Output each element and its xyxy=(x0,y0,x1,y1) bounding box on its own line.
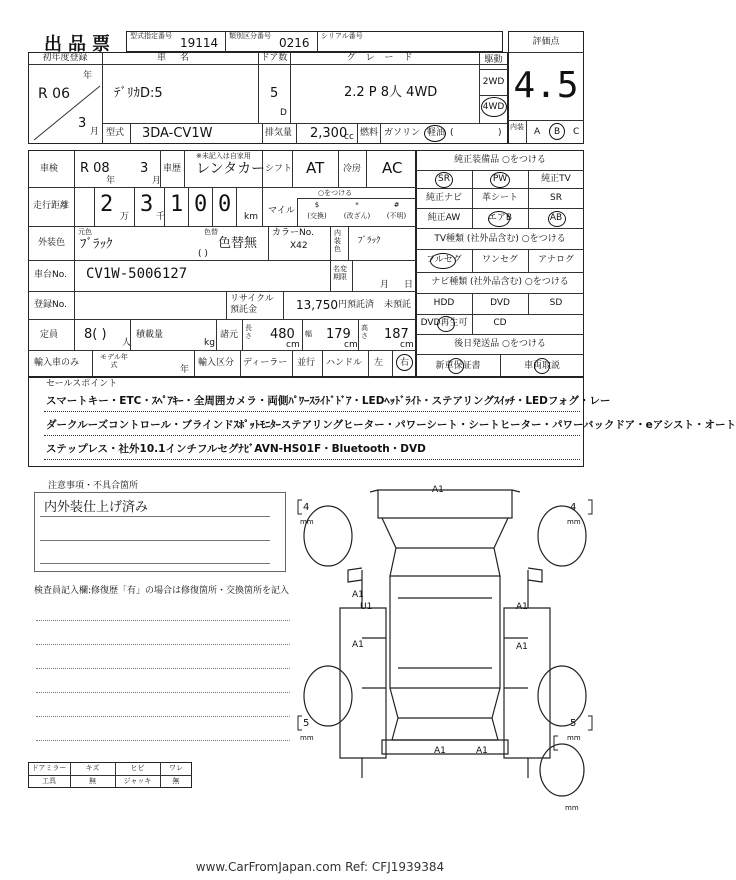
inspection-label: 車検 xyxy=(40,164,59,174)
history-value: レンタカー xyxy=(196,161,266,177)
car-name-label: 車名 xyxy=(156,53,203,63)
drive-2wd: 2WD xyxy=(482,77,505,87)
mileage-label: 走行距離 xyxy=(33,201,70,211)
bottom-value: 工具 xyxy=(42,777,56,785)
sheet-title: 出品票 xyxy=(44,34,116,55)
category-label: 類別区分番号 xyxy=(229,32,271,40)
chassis-value: CV1W-5006127 xyxy=(86,266,188,282)
first-reg-label: 初年度登録 xyxy=(42,53,88,63)
import-type-label: 輸入区分 xyxy=(198,358,235,368)
drive-4wd: 4WD xyxy=(482,102,505,112)
interior-b-circle xyxy=(549,123,565,140)
color-value: ﾌﾞﾗｯｸ xyxy=(80,237,113,252)
model-cert-label: 型式指定番号 xyxy=(130,32,172,40)
later-circle xyxy=(448,358,464,374)
handle-right-circle xyxy=(396,354,413,371)
equip-circle xyxy=(488,211,510,227)
name-change-label: 名変期限 xyxy=(333,265,347,281)
damage-mark: A1 xyxy=(352,590,364,600)
serial-label: シリアル番号 xyxy=(321,32,363,40)
bottom-value: 無 xyxy=(89,777,96,785)
later-circle xyxy=(534,358,550,374)
mile-option-unknown: (不明) xyxy=(386,212,407,220)
fuel-label: 燃料 xyxy=(360,128,379,138)
color-no-label: カラーNo. xyxy=(272,228,314,238)
grade-label: グレード xyxy=(346,53,423,63)
load-label: 積載量 xyxy=(136,330,164,340)
navi-circle xyxy=(437,316,455,332)
model-year-label: モデル年式 xyxy=(100,353,128,369)
grade-box-label: 評価点 xyxy=(532,37,560,47)
damage-mark-top: A1 xyxy=(432,485,444,495)
equip-circle xyxy=(490,172,510,188)
mileage-digit: 1 xyxy=(170,192,184,217)
capacity-label: 定員 xyxy=(40,330,59,340)
equip-circle xyxy=(435,172,453,188)
interior-color-label: 内装色 xyxy=(334,229,341,253)
first-reg-month: 3 xyxy=(78,116,87,131)
recycle-label: リサイクル預託金 xyxy=(230,294,274,315)
mile-option-tampered: (改ざん) xyxy=(343,212,371,220)
drive-label: 駆動 xyxy=(484,55,503,65)
bottom-header: ドアミラー xyxy=(31,764,67,772)
interior-label: 内装 xyxy=(510,123,524,131)
tread-front-left: 4 xyxy=(303,502,310,513)
bottom-value: 無 xyxy=(172,777,180,785)
chassis-label: 車台No. xyxy=(34,270,67,280)
damage-mark: A1 xyxy=(434,746,446,756)
caution-text: 内外装仕上げ済み xyxy=(44,500,149,515)
mileage-digit: 2 xyxy=(100,192,114,217)
inspection-value: R 08 xyxy=(80,161,110,176)
import-only-label: 輸入車のみ xyxy=(34,358,80,368)
tread-rear-left: 5 xyxy=(303,718,310,729)
caution-header: 注意事項・不具合箇所 xyxy=(48,481,139,491)
damage-mark: A1 xyxy=(352,640,364,650)
handle-label: ハンドル xyxy=(326,358,363,368)
model-cert-value: 19114 xyxy=(180,36,219,50)
footer-watermark: www.CarFromJapan.com Ref: CFJ1939384 xyxy=(195,860,445,874)
drive-4wd-circle xyxy=(481,97,507,117)
mileage-digit: 3 xyxy=(140,192,154,217)
height-value: 187 xyxy=(384,327,409,342)
type-label: 型式 xyxy=(106,128,125,138)
inspector-header: 検査員記入欄:修復歴「有」の場合は修復箇所・交換箇所を記入 xyxy=(34,586,290,596)
dim-label: 諸元 xyxy=(220,330,239,340)
sales-point-line: ステップレス・社外10.1インチフルセグﾅﾋﾞAVN-HS01F・Bluetooth・DVD xyxy=(46,443,426,455)
bottom-header: ヒビ xyxy=(130,764,145,772)
auction-sheet: 出品票 型式指定番号 19114 類別区分番号 0216 シリアル番号 評価点 4.5 初年度登録 R 06 年 3 月 車名 ﾃﾞﾘｶD:5 ドア数 5 D グレード 2.2 P 8人 4WD 駆動 2WD 4WD 型式 3DA-CV1W 排気量 2,300 cc 燃料 ガソリン 軽油 ( ) 内装 A B C 車検 R 08 年 3 月 車歴 ※未記入は自家用 レンタカー シフト AT 冷房 AC 走行距離 2 万 3 千 1 0 0 km マイル ○をつける $ (交換) * (改ざん) # (不明) 外装色 元色 ﾌﾞﾗｯｸ 色替 色替無 ( ) カラーNo. X42 内装色 ﾌﾞﾗｯｸ 車台No. CV1W-5006127 名変期限 月 日 登録No. リサイクル預託金 13,750 円預託済 未預託 定員 8( ) 人 積載量 kg 諸元 長さ 480 cm 幅 179 cm 高さ 187 cm 輸入車のみ モデル年式 年 輸入区分 ディーラー 並行 ハンドル 左 右 純正装備品 ○をつける SR PW 純正TV 純正ナビ 革シート SR 純正AW エアB AB TV種類 (社外品含む) ○をつける フルセグ ワンセグ アナログ ナビ種類 (社外品含む) ○をつける HDD DVD SD DVD再生可 CD 後日発送品 ○をつける 新車保証書 車両取説 セールスポイント スマートキー・ETC・ｽﾍﾟｱｷｰ・全周囲カメラ・両側ﾊﾟﾜｰｽﾗｲﾄﾞﾄﾞｱ・LEDﾍｯﾄﾞﾗｲﾄ・ステアリングｽｲｯﾁ・LEDフォグ・レー ダークルーズコントロール・ブラインドｽﾎﾟｯﾄﾓﾆﾀｰステアリングヒーター・パワーシート・シートヒーター・パワーバックドア・eアシスト・オート ステップレス・社外10.1インチフルセグﾅﾋﾞAVN-HS01F・Bluetooth・DVD 注意事項・不具合箇所 内外装仕上げ済み 検査員記入欄:修復歴「有」の場合は修復箇所・交換箇所を記入 A1 A1 U1 A1 A1 A1 A1 A1 4 mm 4 mm 5 mm 5 mm mm ドアミラー キズ ヒビ ワレ 工具 無 ジャッキ 無 www.CarFromJapan.com Ref: CFJ1939384 xyxy=(0,0,640,880)
fuel-gasoline: ガソリン xyxy=(384,128,421,138)
damage-mark: A1 xyxy=(516,602,528,612)
ac-label: 冷房 xyxy=(343,164,362,174)
sales-point-line: ダークルーズコントロール・ブラインドｽﾎﾟｯﾄﾓﾆﾀｰステアリングヒーター・パワーシート・シートヒーター・パワーバックドア・eアシスト・オート xyxy=(46,419,736,431)
sales-point-line: スマートキー・ETC・ｽﾍﾟｱｷｰ・全周囲カメラ・両側ﾊﾟﾜｰｽﾗｲﾄﾞﾄﾞｱ・LEDﾍｯﾄﾞﾗｲﾄ・ステアリングｽｲｯﾁ・LEDフォグ・レー xyxy=(46,395,611,407)
bottom-header: ワレ xyxy=(169,764,183,772)
damage-mark: U1 xyxy=(360,602,373,612)
displacement-label: 排気量 xyxy=(265,128,293,138)
type-value: 3DA-CV1W xyxy=(142,126,213,141)
bottom-header: キズ xyxy=(85,764,100,772)
damage-mark: A1 xyxy=(476,746,488,756)
doors-value: 5 xyxy=(270,86,279,101)
mile-label: マイル xyxy=(268,206,295,216)
equip-circle xyxy=(548,211,566,227)
tread-front-right: 4 xyxy=(570,502,577,513)
fuel-diesel-circle xyxy=(424,125,446,142)
category-value: 0216 xyxy=(279,36,310,50)
navi-header: ナビ種類 (社外品含む) ○をつける xyxy=(431,277,569,287)
handle-right: 右 xyxy=(400,358,410,368)
exterior-label: 外装色 xyxy=(38,238,66,248)
car-damage-diagram xyxy=(300,478,590,808)
history-label: 車歴 xyxy=(163,164,182,174)
fuel-diesel: 軽油 xyxy=(427,128,446,138)
registration-no-label: 登録No. xyxy=(34,300,67,310)
first-reg-era: R 06 xyxy=(38,86,70,102)
mile-option-exchange: (交換) xyxy=(307,212,327,220)
repaint-value: 色替無 xyxy=(218,236,258,251)
tv-circle xyxy=(430,253,456,269)
shift-value: AT xyxy=(306,159,325,177)
sales-point-header: セールスポイント xyxy=(46,379,118,389)
grade-value: 2.2 P 8人 4WD xyxy=(344,85,438,100)
mileage-digit: 0 xyxy=(194,192,208,217)
damage-mark: A1 xyxy=(516,642,528,652)
capacity-value: 8( ) xyxy=(84,327,107,342)
interior-color-value: ﾌﾞﾗｯｸ xyxy=(358,236,381,246)
inspection-month: 3 xyxy=(140,161,149,176)
doors-label: ドア数 xyxy=(260,53,288,63)
recycle-value: 13,750 xyxy=(296,298,338,312)
evaluation-grade: 4.5 xyxy=(513,65,579,106)
shift-label: シフト xyxy=(265,164,293,174)
width-value: 179 xyxy=(326,327,351,342)
bottom-value: ジャッキ xyxy=(123,777,152,785)
tread-rear-right: 5 xyxy=(570,718,577,729)
std-equipment-header: 純正装備品 ○をつける xyxy=(454,155,546,165)
recycle-unpaid: 未預託 xyxy=(384,300,412,310)
ac-value: AC xyxy=(382,159,403,177)
tv-header: TV種類 (社外品含む) ○をつける xyxy=(434,234,566,244)
displacement-value: 2,300 xyxy=(310,126,348,141)
first-reg-slash xyxy=(32,84,102,142)
car-name-value: ﾃﾞﾘｶD:5 xyxy=(114,86,163,101)
color-no-value: X42 xyxy=(290,241,308,251)
later-header: 後日発送品 ○をつける xyxy=(454,339,546,349)
mileage-digit: 0 xyxy=(218,192,232,217)
length-value: 480 xyxy=(270,327,295,342)
